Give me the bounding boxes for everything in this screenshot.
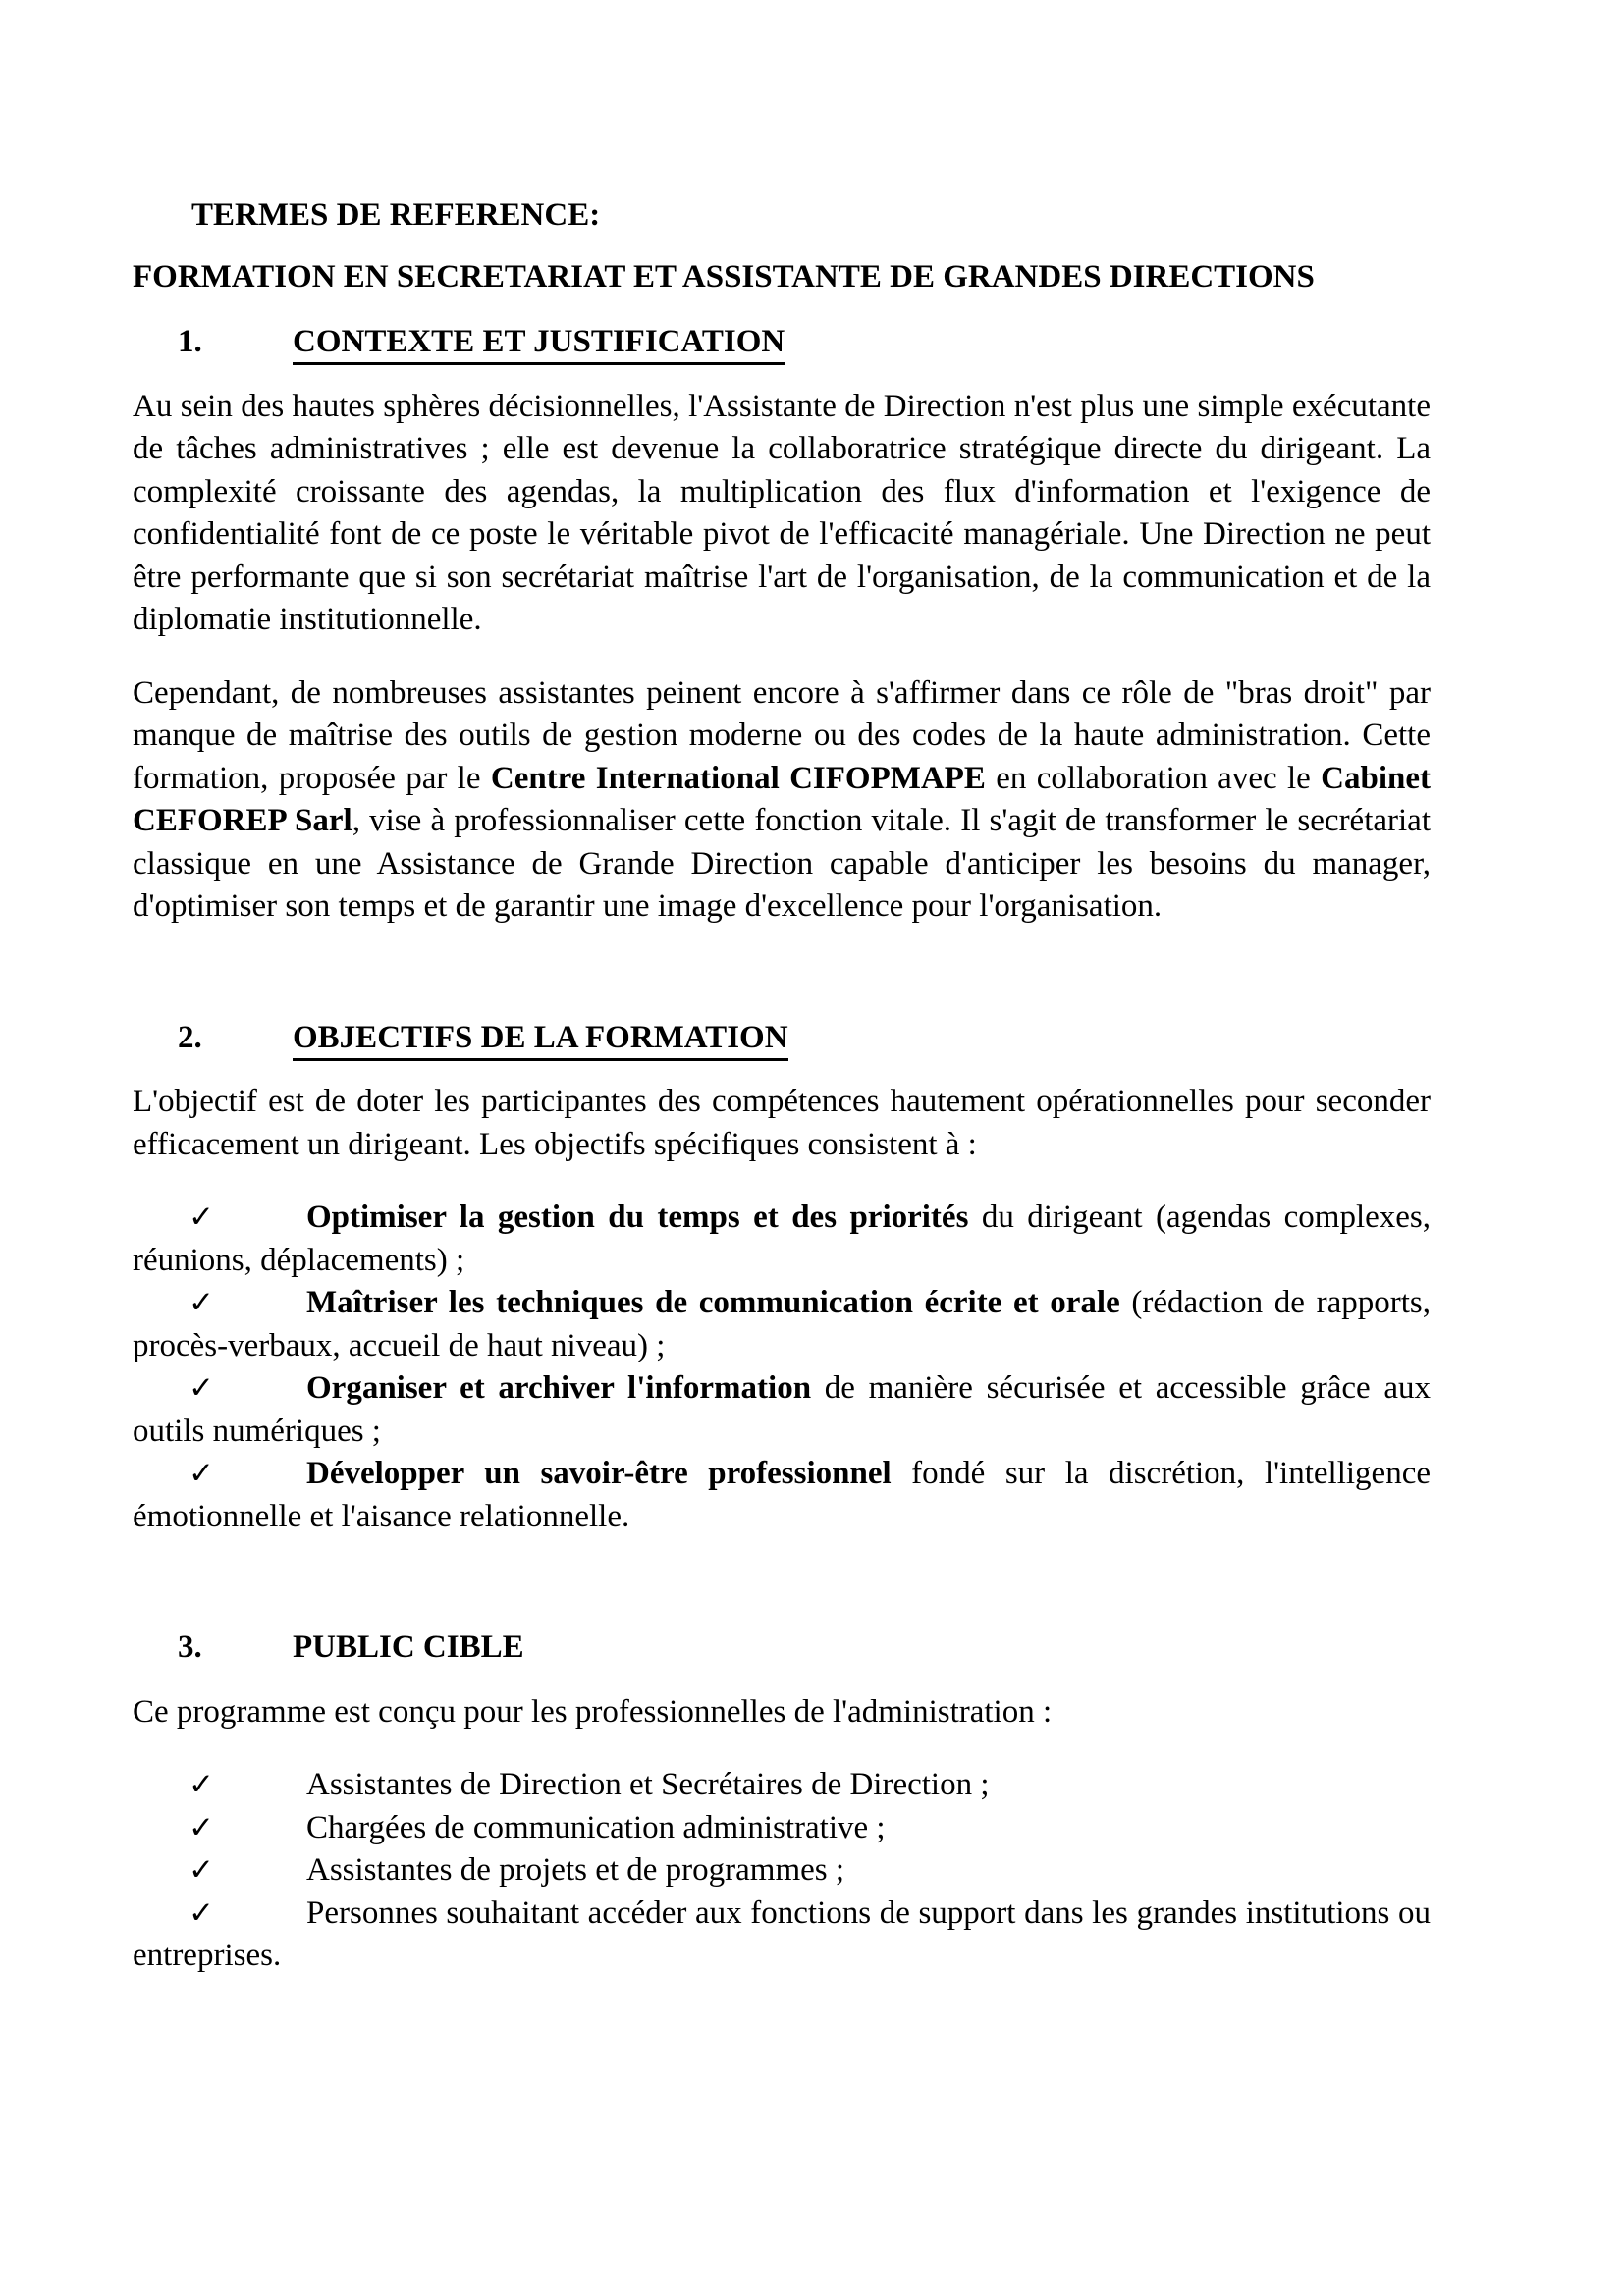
list-item-text — [306, 1810, 886, 1845]
list-item-text — [133, 1456, 1431, 1534]
paragraph — [133, 672, 1431, 929]
list-item-text — [133, 1285, 1431, 1363]
list-item — [133, 1197, 1431, 1282]
document-title: TERMES DE REFERENCE: — [191, 197, 601, 233]
bold-text-run: Centre International CIFOPMAPE — [490, 760, 986, 796]
bold-text-run: Maîtriser les techniques de communication écrite et orale — [306, 1285, 1120, 1320]
text-run: Au sein des hautes sphères décisionnelles, l'Assistante de Direction n'est plus une simple exécutante de tâches administratives ; elle est devenue la collaboratrice stratégique directe du dirigeant. La complexité croissante des agendas, la multiplication des flux d'information et l'exigence de confidentialité font de ce poste le véritable pivot de l'efficacité managériale. Une Direction ne peut être performante que si son secrétariat maîtrise l'art de l'organisation, de la communication et de la diplomatie institutionnelle. — [133, 388, 1431, 637]
text-run: de manière sécurisée et accessible grâce aux outils numériques ; — [133, 1370, 1431, 1449]
paragraph — [133, 386, 1431, 642]
list-item — [133, 1849, 1431, 1893]
list-item-text — [133, 1200, 1431, 1278]
checkmark-icon: ✓ — [189, 1767, 214, 1802]
text-run: , vise à professionnaliser cette fonction vitale. Il s'agit de transformer le secrétariat classique en une Assistance de Grande Direction capable d'anticiper les besoins du manager, d'optimiser son temps et de garantir une image d'excellence pour l'organisation. — [133, 803, 1431, 924]
list-item — [133, 1367, 1431, 1453]
paragraph — [133, 1081, 1431, 1166]
section-title: PUBLIC CIBLE — [293, 1629, 524, 1665]
checkmark-icon: ✓ — [189, 1895, 214, 1931]
section-heading — [133, 1017, 1431, 1060]
list-item-text — [306, 1852, 844, 1888]
list-item-text — [133, 1370, 1431, 1449]
text-run: fondé sur la discrétion, l'intelligence émotionnelle et l'aisance relationnelle. — [133, 1456, 1431, 1534]
text-run: Ce programme est conçu pour les professionnelles de l'administration : — [133, 1693, 1053, 1730]
section-contexte-et-justification — [133, 321, 1431, 929]
section-number: 3. — [178, 1629, 202, 1665]
section-heading — [133, 1627, 1431, 1670]
paragraph — [133, 1691, 1431, 1735]
list-item — [133, 1453, 1431, 1538]
checkmark-icon: ✓ — [189, 1370, 214, 1406]
section-title: CONTEXTE ET JUSTIFICATION — [293, 324, 785, 365]
bold-text-run: Optimiser la gestion du temps et des priorités — [306, 1200, 969, 1235]
bold-text-run: Développer un savoir-être professionnel — [306, 1456, 892, 1491]
text-run: Chargées de communication administrative ; — [306, 1809, 886, 1845]
text-run: (rédaction de rapports, procès-verbaux, accueil de haut niveau) ; — [133, 1285, 1431, 1363]
section-objectifs-de-la-formation — [133, 1017, 1431, 1539]
section-number: 2. — [178, 1019, 202, 1055]
section-title: OBJECTIFS DE LA FORMATION — [293, 1020, 788, 1061]
list-item — [133, 1764, 1431, 1807]
text-run: en collaboration avec le — [985, 760, 1322, 796]
list-item-text — [133, 1896, 1431, 1974]
list-item-text — [306, 1767, 990, 1802]
document-subtitle: FORMATION EN SECRETARIAT ET ASSISTANTE DE GRANDES DIRECTIONS — [133, 258, 1315, 294]
checkmark-icon: ✓ — [189, 1200, 214, 1235]
text-run: Cependant, de nombreuses assistantes peinent encore à s'affirmer dans ce rôle de "bras droit" par manque de maîtrise des outils de gestion moderne ou des codes de la haute administration. Cette formation, proposée par le — [133, 674, 1431, 796]
list-item — [133, 1282, 1431, 1367]
text-run: Assistantes de projets et de programmes ; — [306, 1852, 845, 1888]
text-run: Personnes souhaitant accéder aux fonctions de support dans les grandes institutions ou entreprises. — [133, 1895, 1431, 1973]
text-run: L'objectif est de doter les participantes des compétences hautement opérationnelles pour seconder efficacement un dirigeant. Les objectifs spécifiques consistent à : — [133, 1084, 1431, 1162]
bullet-list — [133, 1764, 1431, 1978]
checkmark-icon: ✓ — [189, 1456, 214, 1491]
section-number: 1. — [178, 324, 202, 359]
section-public-cible — [133, 1627, 1431, 1978]
checkmark-icon: ✓ — [189, 1852, 214, 1888]
bold-text-run: Organiser et archiver l'information — [306, 1370, 812, 1406]
bullet-list — [133, 1197, 1431, 1538]
checkmark-icon: ✓ — [189, 1809, 214, 1845]
list-item — [133, 1893, 1431, 1978]
bold-text-run: Cabinet CEFOREP Sarl — [133, 760, 1431, 838]
text-run: du dirigeant (agendas complexes, réunions, déplacements) ; — [133, 1200, 1432, 1278]
text-run: Assistantes de Direction et Secrétaires de Direction ; — [306, 1767, 990, 1802]
list-item — [133, 1807, 1431, 1850]
section-heading — [133, 321, 1431, 364]
checkmark-icon: ✓ — [189, 1285, 214, 1320]
